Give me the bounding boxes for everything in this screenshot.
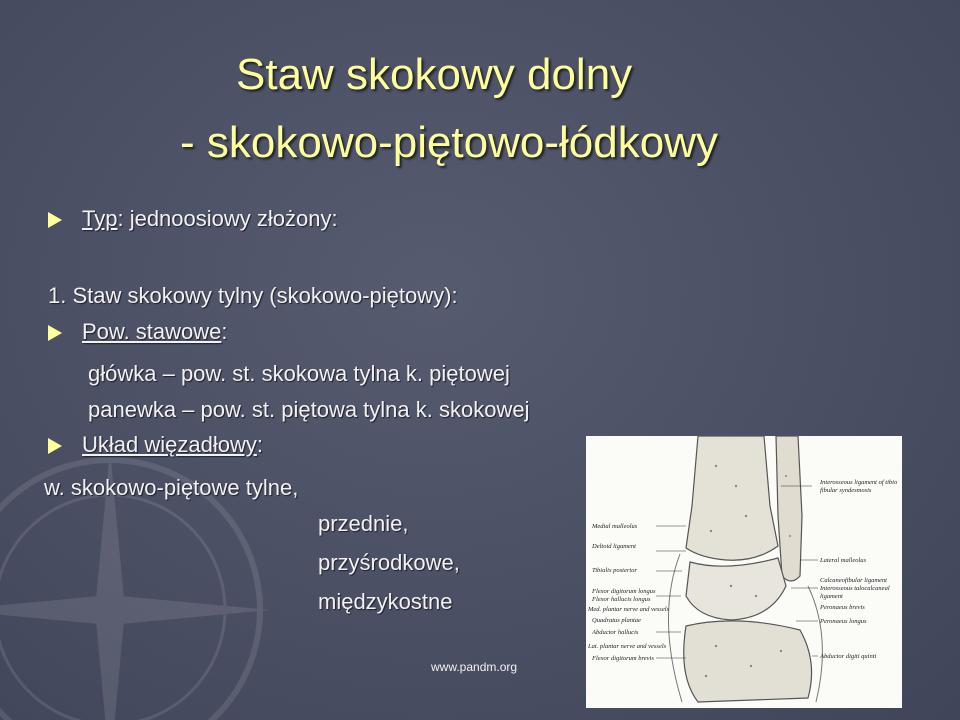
figure-label: Abductor digiti quinti	[820, 653, 877, 660]
figure-label: Deltoid ligament	[592, 543, 636, 550]
figure-label: Quadratus plantae	[592, 617, 641, 624]
colon: :	[221, 319, 228, 344]
slide-title-line-1: Staw skokowy dolny	[236, 50, 633, 99]
ligament-item: międzykostne	[318, 589, 453, 614]
type-label: Typ	[82, 206, 118, 231]
figure-label: Medial malleolus	[592, 523, 638, 530]
figure-label: Med. plantar nerve and vessels	[588, 606, 670, 613]
bullet-arrow-icon	[48, 212, 62, 228]
figure-label: ligament	[820, 593, 843, 600]
figure-label: Flexor digitorum longus	[592, 588, 656, 595]
articular-surfaces-line	[82, 318, 228, 346]
ligament-system-line	[82, 431, 263, 459]
socket-surface-line: panewka – pow. st. piętowa tylna k. skokowej	[88, 397, 530, 422]
ligament-item: przyśrodkowe,	[318, 550, 460, 575]
articular-surfaces-label: Pow. stawowe	[82, 319, 222, 344]
ankle-cross-section-illustration	[586, 436, 902, 708]
figure-label: Peronaeus brevis	[820, 604, 865, 611]
type-line	[82, 205, 338, 233]
figure-label: Flexor hallucis longus	[592, 596, 651, 603]
slide-title-line-2: - skokowo-piętowo-łódkowy	[180, 118, 718, 167]
colon: :	[256, 432, 263, 457]
figure-label: Interosseous talocalcaneal	[820, 585, 890, 592]
figure-label: Interosseous ligament of tibio	[820, 479, 898, 486]
figure-label: Calcaneofibular ligament	[820, 577, 887, 584]
figure-label: fibular syndesmosis	[820, 487, 872, 494]
ligament-system-label: Układ więzadłowy	[82, 432, 257, 457]
figure-label: Tibialis posterior	[592, 567, 637, 574]
figure-label: Lat. plantar nerve and vessels	[588, 643, 667, 650]
ligament-item: przednie,	[318, 511, 409, 536]
footer-url: www.pandm.org	[431, 660, 518, 674]
figure-label: Peronaeus longus	[820, 618, 867, 625]
bullet-arrow-icon	[48, 438, 62, 454]
ankle-joint-anatomy-figure	[586, 436, 902, 708]
figure-label: Abductor hallucis	[592, 629, 639, 636]
item-1-heading: 1. Staw skokowy tylny (skokowo-piętowy):	[48, 283, 458, 308]
ligament-item: w. skokowo-piętowe tylne,	[44, 475, 299, 500]
figure-label: Lateral malleolus	[820, 557, 867, 564]
type-description: : jednoosiowy złożony:	[117, 206, 338, 231]
figure-label: Flexor digitorum brevis	[592, 655, 654, 662]
bullet-arrow-icon	[48, 325, 62, 341]
head-surface-line: główka – pow. st. skokowa tylna k. piętowej	[88, 361, 510, 386]
